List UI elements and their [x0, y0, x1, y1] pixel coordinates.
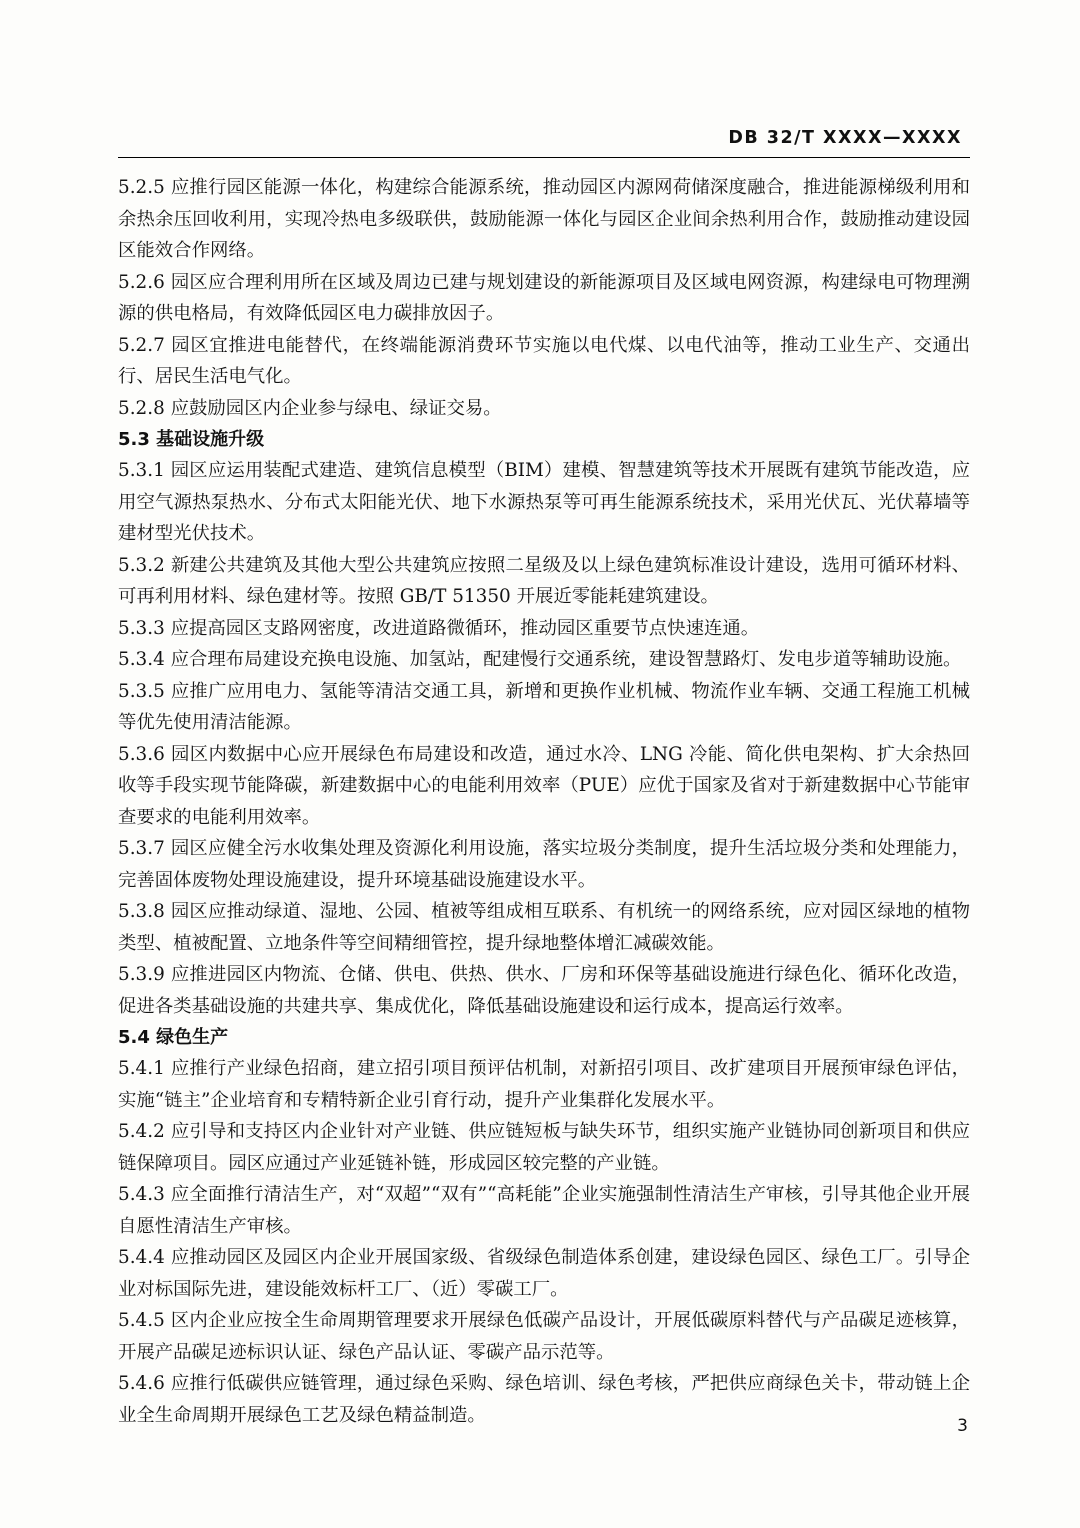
paragraph-5-4-6: 5.4.6 应推行低碳供应链管理，通过绿色采购、绿色培训、绿色考核，严把供应商绿色关卡，带动链上企业全生命周期开展绿色工艺及绿色精益制造。	[118, 1373, 970, 1426]
paragraph-5-3-9: 5.3.9 应推进园区内物流、仓储、供电、供热、供水、厂房和环保等基础设施进行绿色化、循环化改造，促进各类基础设施的共建共享、集成优化，降低基础设施建设和运行成本，提高运行效率。	[118, 964, 970, 1017]
paragraph-5-4-5: 5.4.5 区内企业应按全生命周期管理要求开展绿色低碳产品设计，开展低碳原料替代与产品碳足迹核算，开展产品碳足迹标识认证、绿色产品认证、零碳产品示范等。	[118, 1310, 970, 1363]
paragraph-5-4-2: 5.4.2 应引导和支持区内企业针对产业链、供应链短板与缺失环节，组织实施产业链协同创新项目和供应链保障项目。园区应通过产业延链补链，形成园区较完整的产业链。	[118, 1121, 970, 1174]
page-header-standard-code: DB 32/T XXXX—XXXX	[728, 128, 962, 148]
paragraph-5-3-6: 5.3.6 园区内数据中心应开展绿色布局建设和改造，通过水冷、LNG 冷能、简化供电架构、扩大余热回收等手段实现节能降碳，新建数据中心的电能利用效率（PUE）应优于国家及省对于新建数据中心节能审查要求的电能利用效率。	[118, 743, 970, 828]
paragraph-5-3-1: 5.3.1 园区应运用装配式建造、建筑信息模型（BIM）建模、智慧建筑等技术开展既有建筑节能改造，应用空气源热泵热水、分布式太阳能光伏、地下水源热泵等可再生能源系统技术，采用光伏瓦、光伏幕墙等建材型光伏技术。	[118, 460, 970, 544]
page-number: 3	[957, 1416, 968, 1436]
paragraph-5-2-7: 5.2.7 园区宜推进电能替代，在终端能源消费环节实施以电代煤、以电代油等，推动工业生产、交通出行、居民生活电气化。	[118, 334, 970, 387]
section-heading-5-4: 5.4 绿色生产	[118, 1027, 229, 1048]
paragraph-5-3-3: 5.3.3 应提高园区支路网密度，改进道路微循环，推动园区重要节点快速连通。	[118, 617, 760, 639]
paragraph-5-2-8: 5.2.8 应鼓励园区内企业参与绿电、绿证交易。	[118, 397, 502, 419]
paragraph-5-3-7: 5.3.7 园区应健全污水收集处理及资源化利用设施，落实垃圾分类制度，提升生活垃圾分类和处理能力，完善固体废物处理设施建设，提升环境基础设施建设水平。	[118, 838, 970, 891]
header-divider-line	[118, 157, 970, 158]
paragraph-5-3-4: 5.3.4 应合理布局建设充换电设施、加氢站，配建慢行交通系统，建设智慧路灯、发电步道等辅助设施。	[118, 649, 962, 670]
paragraph-5-4-1: 5.4.1 应推行产业绿色招商，建立招引项目预评估机制，对新招引项目、改扩建项目开展预审绿色评估，实施“链主”企业培育和专精特新企业引育行动，提升产业集群化发展水平。	[118, 1058, 970, 1111]
paragraph-5-4-3: 5.4.3 应全面推行清洁生产，对“双超”“双有”“高耗能”企业实施强制性清洁生产审核，引导其他企业开展自愿性清洁生产审核。	[118, 1184, 970, 1237]
paragraph-5-3-5: 5.3.5 应推广应用电力、氢能等清洁交通工具，新增和更换作业机械、物流作业车辆、交通工程施工机械等优先使用清洁能源。	[118, 680, 970, 733]
paragraph-5-3-2: 5.3.2 新建公共建筑及其他大型公共建筑应按照二星级及以上绿色建筑标准设计建设，选用可循环材料、可再利用材料、绿色建材等。按照 GB/T 51350 开展近零能耗建筑建设。	[118, 554, 970, 607]
section-heading-5-3: 5.3 基础设施升级	[118, 429, 265, 450]
paragraph-5-3-8: 5.3.8 园区应推动绿道、湿地、公园、植被等组成相互联系、有机统一的网络系统，应对园区绿地的植物类型、植被配置、立地条件等空间精细管控，提升绿地整体增汇减碳效能。	[118, 901, 970, 954]
paragraph-5-2-6: 5.2.6 园区应合理利用所在区域及周边已建与规划建设的新能源项目及区域电网资源，构建绿电可物理溯源的供电格局，有效降低园区电力碳排放因子。	[118, 271, 970, 324]
paragraph-5-2-5: 5.2.5 应推行园区能源一体化，构建综合能源系统，推动园区内源网荷储深度融合，推进能源梯级利用和余热余压回收利用，实现冷热电多级联供，鼓励能源一体化与园区企业间余热利用合作，鼓励推动建设园区能效合作网络。	[118, 177, 970, 261]
paragraph-5-4-4: 5.4.4 应推动园区及园区内企业开展国家级、省级绿色制造体系创建，建设绿色园区、绿色工厂。引导企业对标国际先进，建设能效标杆工厂、（近）零碳工厂。	[118, 1247, 970, 1300]
document-body	[118, 172, 970, 1431]
